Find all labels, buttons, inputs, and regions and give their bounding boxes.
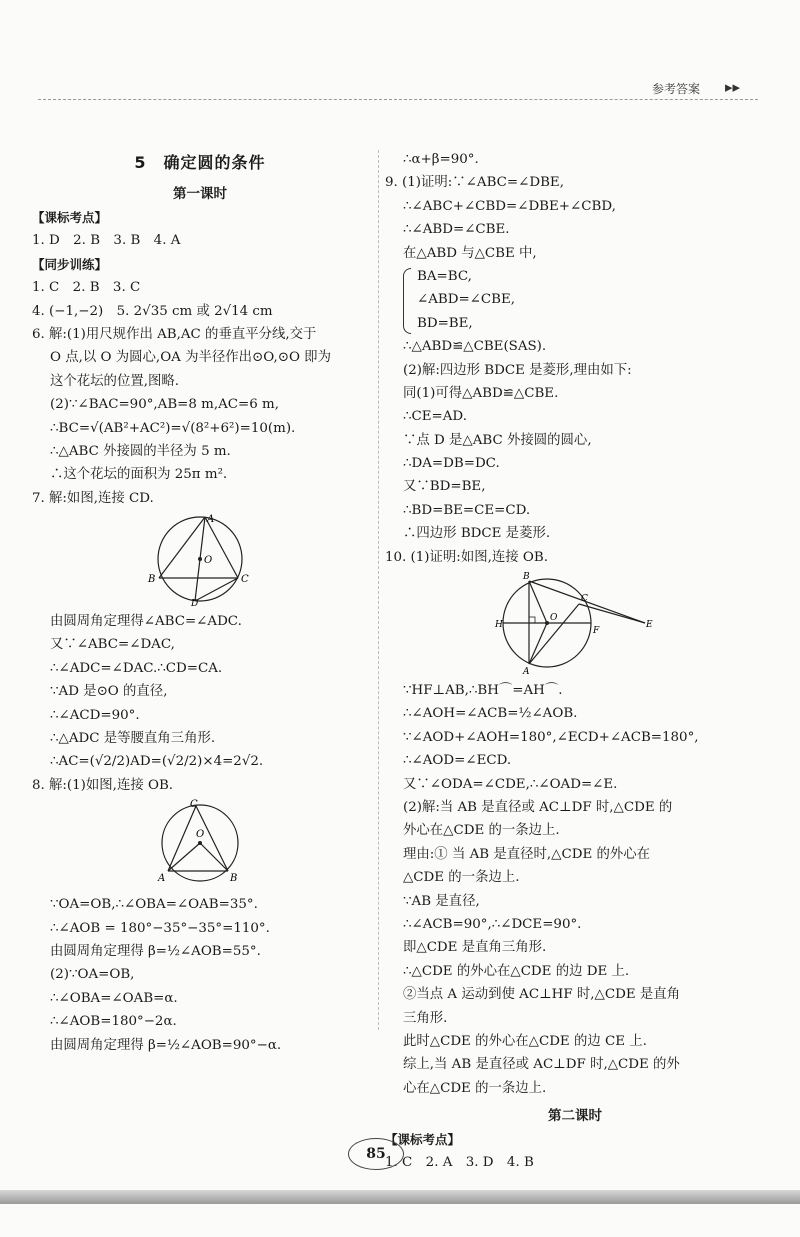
q7-segment-ac [205,517,238,578]
q7-label-b: B [148,574,156,586]
q10-line: (2)解:当 AB 是直径或 AC⊥DF 时,△CDE 的 [403,799,673,815]
q8-segment-ob [200,843,228,871]
q10-line: 即△CDE 是直角三角形. [403,940,547,956]
q10-line: 三角形. [403,1010,448,1026]
q8-intro: 8. 解:(1)如图,连接 OB. [32,777,174,793]
q9-line: (2)解:四边形 BDCE 是菱形,理由如下: [403,362,632,378]
q9-brace [403,268,411,334]
q7-line: ∴∠ACD=90°. [50,707,140,723]
page-number: 85 [348,1138,404,1170]
q8-center-dot [198,841,202,845]
q8-line: ∴∠AOB = 180°−35°−35°=110°. [50,920,270,936]
q10-segment-ce [579,604,645,623]
q10-line: ∵∠AOD+∠AOH=180°,∠ECD+∠ACB=180°, [403,729,699,745]
q10-label-b: B [523,572,530,583]
q10-center-dot [545,621,549,625]
q9-line: 又∵BD=BE, [403,479,486,495]
q8-circle-figure [152,799,248,889]
q7-intro: 7. 解:如图,连接 CD. [32,490,154,506]
q7-center-dot [198,557,202,561]
q10-label-e: E [646,620,653,631]
q10-line: 综上,当 AB 是直径或 AC⊥DF 时,△CDE 的外 [403,1057,680,1073]
q7-line: 由圆周角定理得∠ABC=∠ADC. [50,614,242,630]
q7-line: 又∵∠ABC=∠DAC, [50,637,175,653]
q8-label-c: C [190,799,198,811]
q10-label-c: C [581,594,588,605]
q8-line: ∴∠AOB=180°−2α. [50,1014,177,1030]
q8-label-a: A [158,873,166,885]
q8-label-b: B [230,873,238,885]
q8-segment-oa [168,843,200,871]
q10-segment-oa [529,623,547,664]
q6-line: ∴BC=√(AB²+AC²)=√(8²+6²)=10(m). [50,420,296,436]
q10-line: 此时△CDE 的外心在△CDE 的边 CE 上. [403,1033,647,1049]
q10-line: 又∵∠ODA=∠CDE,∴∠OAD=∠E. [403,776,618,792]
q10-line: ∵HF⊥AB,∴BH⌒=AH⌒. [403,683,563,699]
q10-line: ∴∠ACB=90°,∴∠DCE=90°. [403,916,582,932]
q7-segment-ab [159,517,205,578]
q8-line: ∴∠OBA=∠OAB=α. [50,990,178,1006]
kebiao-answers-2: 1. C 2. A 3. D 4. B [385,1155,534,1171]
q9-system [385,265,765,335]
q9-line: 同(1)可得△ABD≌△CBE. [403,385,559,401]
q7-label-c: C [241,574,249,586]
tongbu-answers: 1. C 2. B 3. C [32,280,141,296]
q10-label-h: H [495,620,503,631]
q7-label-d: D [191,599,199,607]
q7-line: ∴△ADC 是等腰直角三角形. [50,731,216,747]
q7-label-o: O [204,555,213,567]
q6-line: O 点,以 O 为圆心,OA 为半径作出⊙O,⊙O 即为 [50,350,331,366]
q9-line: ∴∠ABC+∠CBD=∠DBE+∠CBD, [403,198,616,214]
q9-line: ∴DA=DB=DC. [403,456,500,472]
left-column [32,148,368,1057]
q10-label-o: O [550,613,558,624]
q9-system-line: ∠ABD=∠CBE, [417,292,516,308]
right-column [385,148,765,1175]
q8-line: (2)∵OA=OB, [50,967,135,983]
q7-label-a: A [207,514,215,526]
q6-line: 6. 解:(1)用尺规作出 AB,AC 的垂直平分线,交于 [32,326,317,342]
lesson2-title: 第二课时 [548,1108,602,1125]
kebiao-tag: 【课标考点】 [32,210,108,225]
q10-intro: 10. (1)证明:如图,连接 OB. [385,549,548,565]
q7-line: ∴AC=(√2/2)AD=(√2/2)×4=2√2. [50,754,264,770]
q10-label-a: A [523,667,530,676]
header-label: 参考答案 [652,82,701,96]
q9-line: ∴四边形 BDCE 是菱形. [403,526,551,542]
q10-line: 外心在△CDE 的一条边上. [403,823,560,839]
q7-circle-figure [145,512,255,606]
q10-right-angle-mark [529,617,535,623]
q9-line: ∵点 D 是△ABC 外接圆的圆心, [403,432,592,448]
q10-line: ∴∠AOD=∠ECD. [403,753,512,769]
q10-line: 理由:① 当 AB 是直径时,△CDE 的外心在 [403,846,651,862]
header-arrow-icon: ▸▸ [725,78,741,96]
q9-line: ∴CE=AD. [403,409,467,425]
header-rule [38,99,758,100]
q9-system-line: BD=BE, [417,315,473,331]
kebiao-answers: 1. D 2. B 3. B 4. A [32,233,181,249]
q9-line: ∴△ABD≌△CBE(SAS). [403,339,547,355]
q9-line: ∴∠ABD=∠CBE. [403,222,510,238]
q10-line: 心在△CDE 的一条边上. [403,1080,547,1096]
q6-line: ∴△ABC 外接圆的半径为 5 m. [50,443,231,459]
q6-line: 这个花坛的位置,图略. [50,373,180,389]
q10-line: ∵AB 是直径, [403,893,480,909]
q10-label-f: F [593,626,600,637]
q9-system-line: BA=BC, [417,268,472,284]
q8-line: 由圆周角定理得 β=½∠AOB=90°−α. [50,1037,282,1053]
q6-line: (2)∵∠BAC=90°,AB=8 m,AC=6 m, [50,397,280,413]
q9-line: 在△ABD 与△CBE 中, [403,245,537,261]
q8-line: 由圆周角定理得 β=½∠AOB=55°. [50,943,261,959]
q9-line: 9. (1)证明:∵∠ABC=∠DBE, [385,175,564,191]
top-line: ∴α+β=90°. [403,152,479,167]
q7-line: ∴∠ADC=∠DAC.∴CD=CA. [50,660,223,676]
q10-circle-figure [495,571,655,675]
kebiao-tag-2: 【课标考点】 [385,1132,461,1148]
q10-line: ∴∠AOH=∠ACB=½∠AOB. [403,706,578,722]
q10-line: △CDE 的一条边上. [403,870,520,886]
q8-segment-ca [168,806,196,871]
q8-line: ∵OA=OB,∴∠OBA=∠OAB=35°. [50,897,258,913]
column-divider [378,150,379,1030]
q4-5-answers: 4. (−1,−2) 5. 2√35 cm 或 2√14 cm [32,303,273,319]
q7-line: ∵AD 是⊙O 的直径, [50,684,168,700]
tongbu-tag: 【同步训练】 [32,256,108,272]
q8-label-o: O [196,829,205,841]
q6-line: ∴这个花坛的面积为 25π m². [50,467,228,483]
q9-line: ∴BD=BE=CE=CD. [403,502,531,518]
q10-line: ②当点 A 运动到使 AC⊥HF 时,△CDE 是直角 [403,987,681,1003]
lesson-title: 第一课时 [173,186,227,202]
footer-band [0,1190,800,1204]
q10-line: ∴△CDE 的外心在△CDE 的边 DE 上. [403,963,630,979]
q9-brace-block [403,265,765,335]
section-title: 5 确定圆的条件 [134,153,266,172]
